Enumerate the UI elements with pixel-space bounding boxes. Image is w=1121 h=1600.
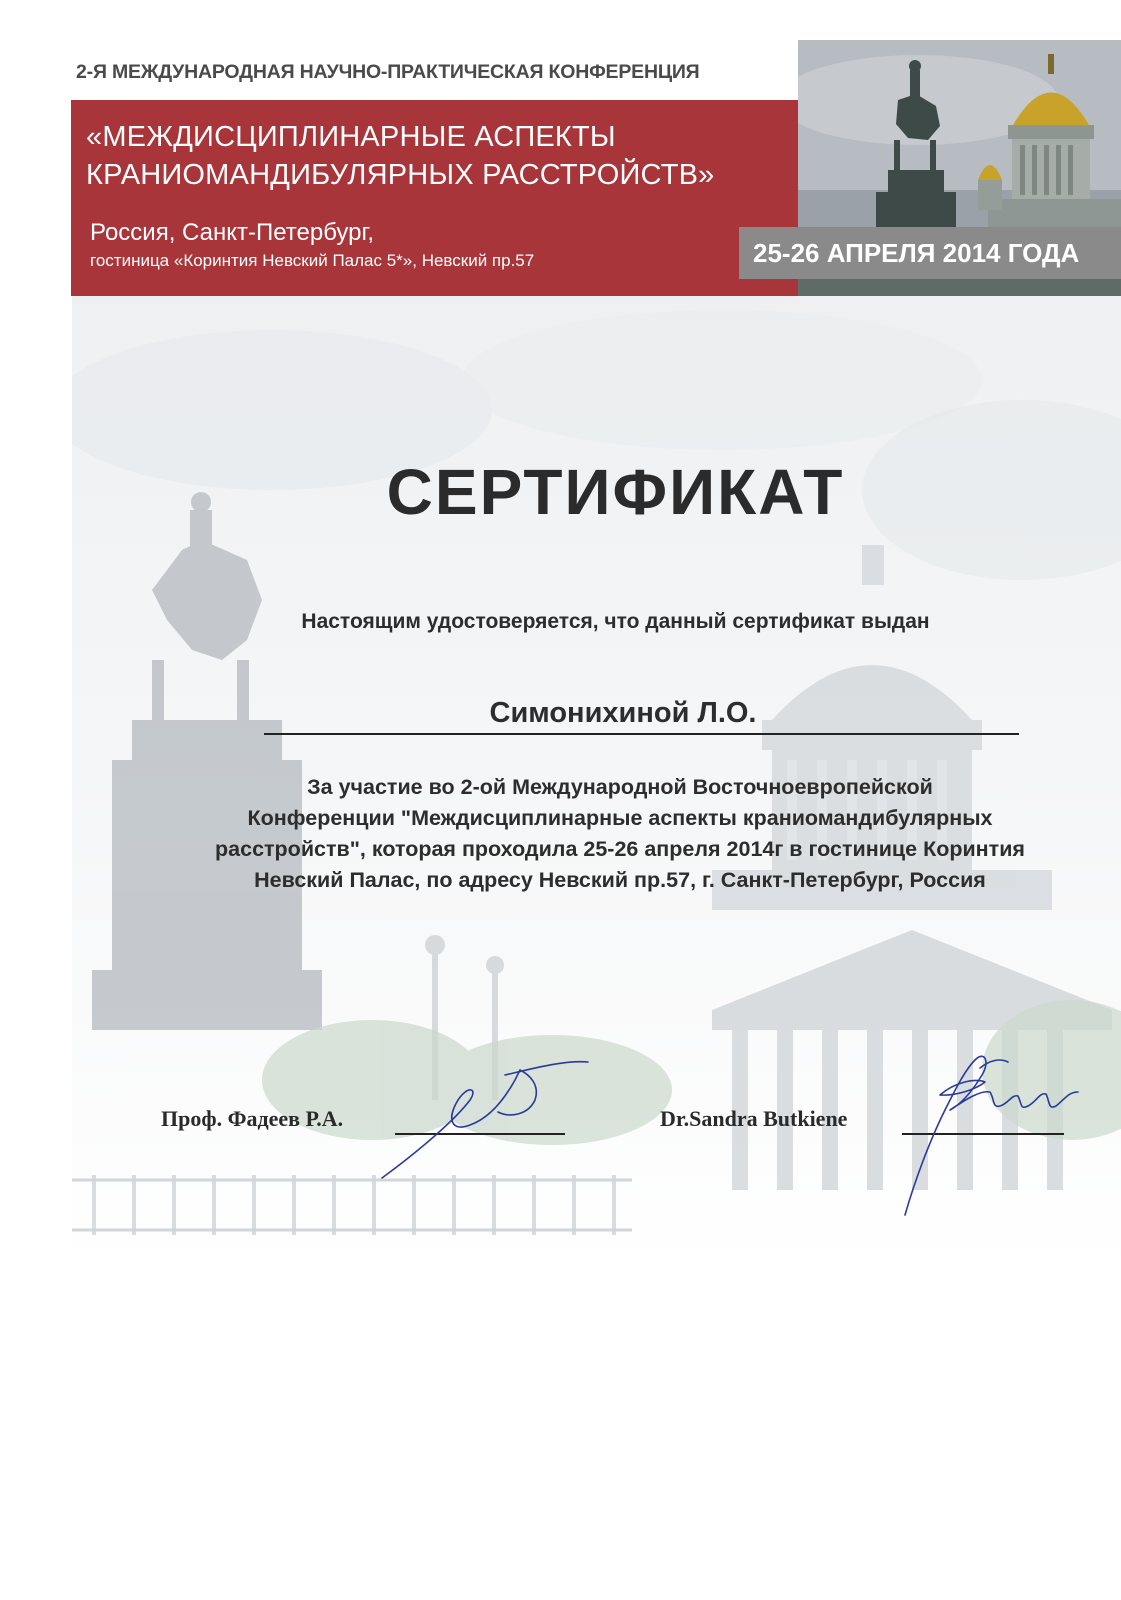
signatory-left-label: Проф. Фадеев Р.А. xyxy=(161,1106,344,1131)
recipient-underline xyxy=(264,733,1019,735)
recipient-name: Симонихиной Л.О. xyxy=(489,697,757,729)
certify-statement: Настоящим удостоверяется, что данный сертификат выдан xyxy=(301,610,930,633)
conference-venue: гостиница «Коринтия Невский Палас 5*», Невский пр.57 xyxy=(90,251,535,270)
signature-line-right xyxy=(902,1133,1064,1135)
reason-line: Невский Палас, по адресу Невский пр.57, г. Санкт-Петербург, Россия xyxy=(254,868,986,892)
participation-reason xyxy=(100,772,1121,896)
conference-location: Россия, Санкт-Петербург, xyxy=(90,219,375,246)
conference-title: «МЕЖДИСЦИПЛИНАРНЫЕ АСПЕКТЫ КРАНИОМАНДИБУЛЯРНЫХ РАССТРОЙСТВ» xyxy=(86,121,715,191)
certificate-title: СЕРТИФИКАТ xyxy=(386,456,845,528)
reason-line: Конференции "Междисциплинарные аспекты краниомандибулярных xyxy=(247,806,993,830)
conference-dates: 25-26 АПРЕЛЯ 2014 ГОДА xyxy=(739,227,1121,279)
reason-line: расстройств", которая проходила 25-26 апреля 2014г в гостинице Коринтия xyxy=(215,837,1025,861)
reason-line: За участие во 2-ой Международной Восточноевропейской xyxy=(307,775,933,799)
conference-series-label: 2-Я МЕЖДУНАРОДНАЯ НАУЧНО-ПРАКТИЧЕСКАЯ КОНФЕРЕНЦИЯ xyxy=(76,58,796,98)
signature-line-left xyxy=(395,1133,565,1135)
signatory-right-label: Dr.Sandra Butkiene xyxy=(660,1106,848,1131)
